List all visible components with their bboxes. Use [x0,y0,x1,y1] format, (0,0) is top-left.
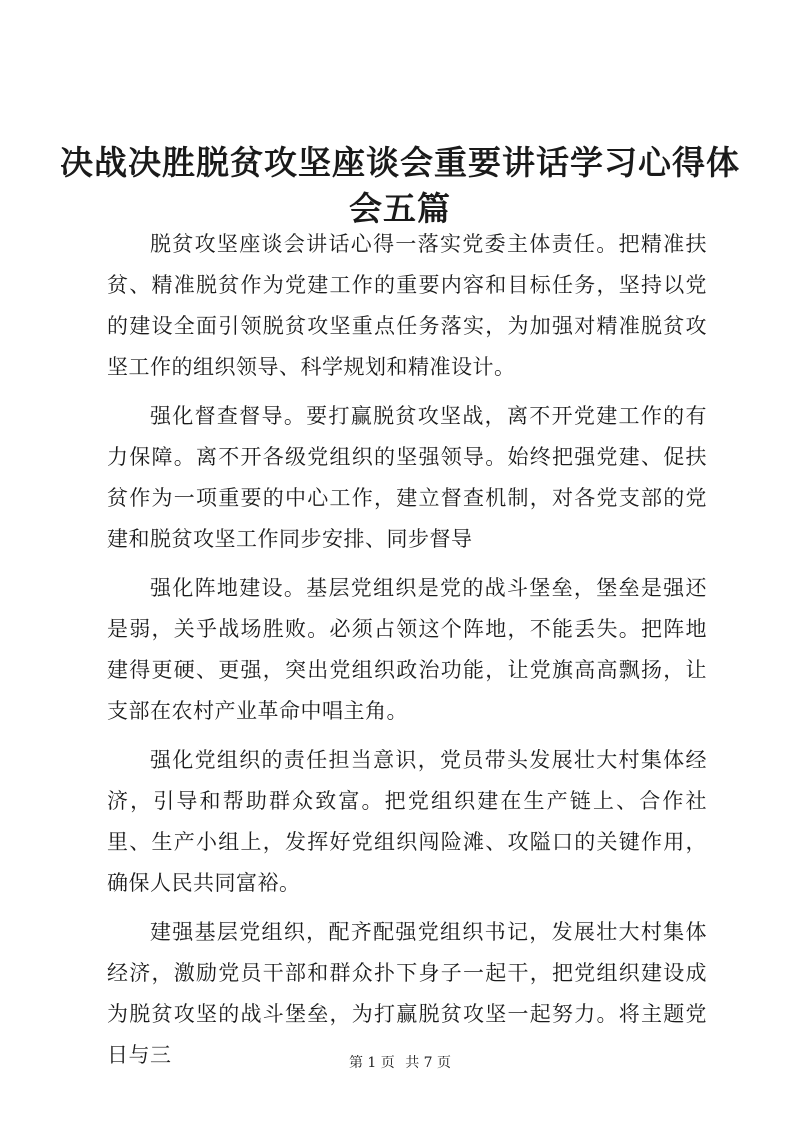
page-number-total: 共 7 页 [405,1055,452,1071]
page-number-current: 第 1 页 [348,1055,395,1071]
paragraph: 建强基层党组织，配齐配强党组织书记，发展壮大村集体经济，激励党员干部和群众扑下身子一起干，把党组织建设成为脱贫攻坚的战斗堡垒，为打赢脱贫攻坚一起努力。将主题党日与三 [107,920,707,1067]
document-title-line-1: 决战决胜脱贫攻坚座谈会重要讲话学习心得体 [60,143,740,182]
page-footer [0,1053,800,1073]
paragraph: 强化督查督导。要打赢脱贫攻坚战，离不开党建工作的有力保障。离不开各级党组织的坚强领导。始终把强党建、促扶贫作为一项重要的中心工作，建立督查机制，对各党支部的党建和脱贫攻坚工作同步安排、同步督导 [107,404,707,551]
document-title-line-2: 会五篇 [349,189,451,228]
paragraph: 脱贫攻坚座谈会讲话心得一落实党委主体责任。把精准扶贫、精准脱贫作为党建工作的重要内容和目标任务，坚持以党的建设全面引领脱贫攻坚重点任务落实，为加强对精准脱贫攻坚工作的组织领导、科学规划和精准设计。 [107,232,707,379]
paragraph: 强化阵地建设。基层党组织是党的战斗堡垒，堡垒是强还是弱，关乎战场胜败。必须占领这个阵地，不能丢失。把阵地建得更硬、更强，突出党组织政治功能，让党旗高高飘扬，让支部在农村产业革命中唱主角。 [107,576,707,723]
document-body [107,224,707,1076]
paragraph: 强化党组织的责任担当意识，党员带头发展壮大村集体经济，引导和帮助群众致富。把党组织建在生产链上、合作社里、生产小组上，发挥好党组织闯险滩、攻隘口的关键作用，确保人民共同富裕。 [107,748,707,895]
